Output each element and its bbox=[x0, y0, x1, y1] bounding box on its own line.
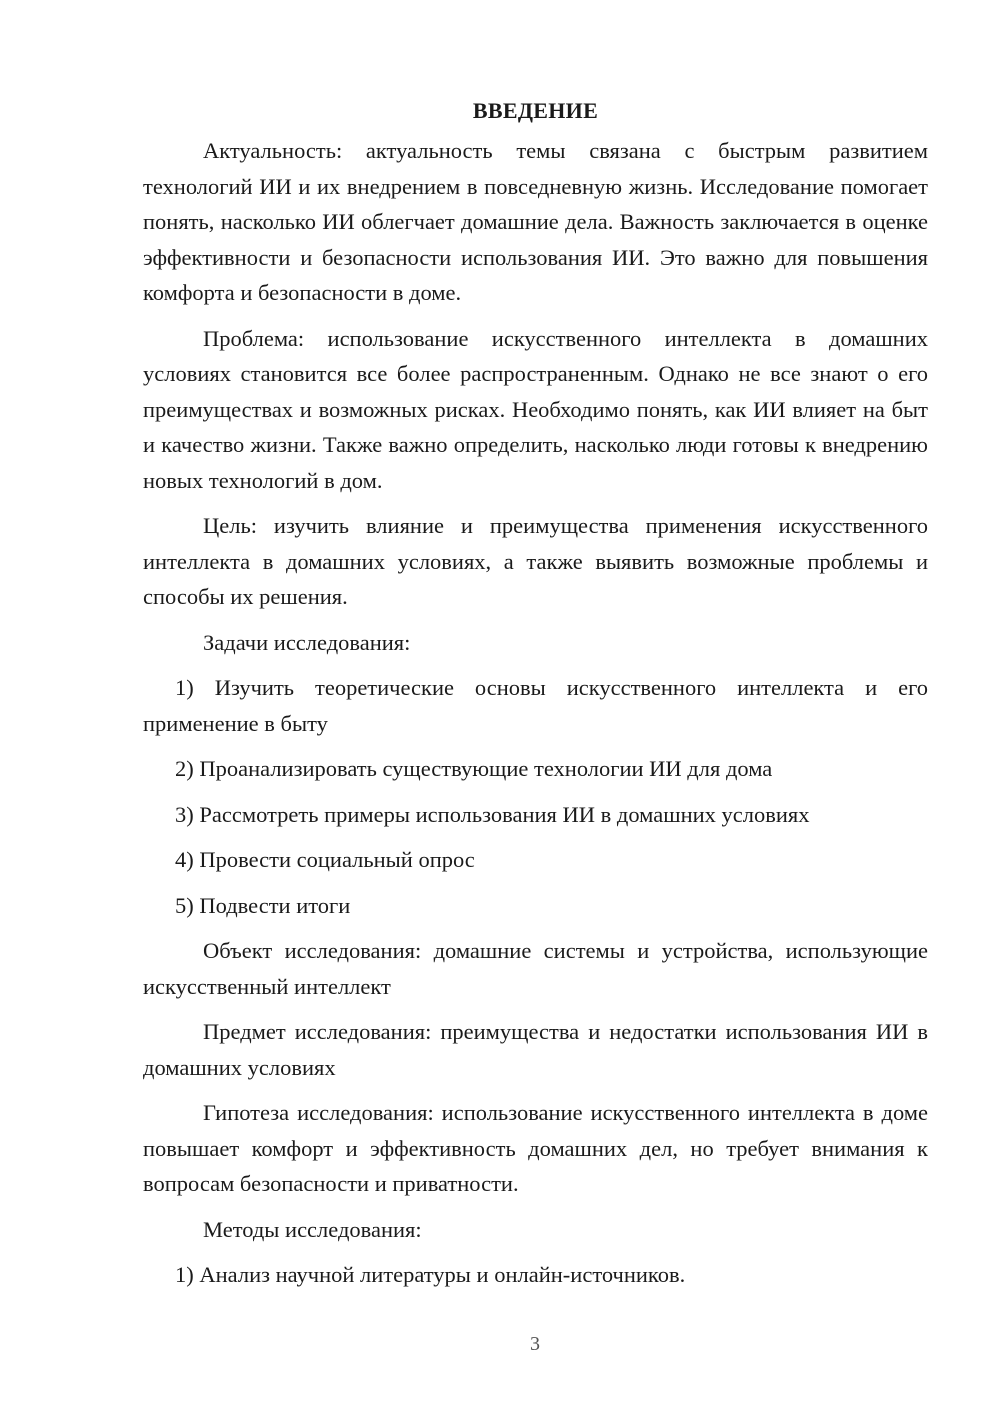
task-item-5: 5) Подвести итоги bbox=[175, 892, 351, 918]
tasks-heading: Задачи исследования: bbox=[203, 629, 411, 655]
paragraph-hypothesis: Гипотеза исследования: использование искусственного интеллекта в доме повышает комфорт и эффективность домашних дел, но требует внимания к вопросам безопасности и приватности. bbox=[143, 1100, 928, 1196]
paragraph-problem: Проблема: использование искусственного интеллекта в домашних условиях становится все более распространенным. Однако не все знают о его преимуществах и возможных рисках. Необходимо понять, как ИИ влияет на быт и качество жизни. Также важно определить, насколько люди готовы к внедрению новых технологий в дом. bbox=[143, 325, 928, 493]
paragraph-relevance: Актуальность: актуальность темы связана с быстрым развитием технологий ИИ и их внедрением в повседневную жизнь. Исследование помогает понять, насколько ИИ облегчает домашние дела. Важность заключается в оценке эффективности и безопасности использования ИИ. Это важно для повышения комфорта и безопасности в доме. bbox=[143, 138, 928, 305]
paragraph-goal: Цель: изучить влияние и преимущества применения искусственного интеллекта в домашних условиях, а также выявить возможные проблемы и способы их решения. bbox=[143, 513, 928, 609]
task-item-1: 1) Изучить теоретические основы искусственного интеллекта и его применение в быту bbox=[143, 675, 928, 736]
task-item-3: 3) Рассмотреть примеры использования ИИ в домашних условиях bbox=[175, 801, 810, 827]
section-title: ВВЕДЕНИЕ bbox=[472, 98, 599, 123]
page-number: 3 bbox=[530, 1333, 540, 1355]
method-item-1: 1) Анализ научной литературы и онлайн-источников. bbox=[175, 1262, 686, 1287]
task-item-4: 4) Провести социальный опрос bbox=[175, 847, 475, 872]
paragraph-subject: Предмет исследования: преимущества и недостатки использования ИИ в домашних условиях bbox=[143, 1019, 928, 1080]
task-item-2: 2) Проанализировать существующие технологии ИИ для дома bbox=[175, 756, 773, 781]
page-content bbox=[143, 92, 928, 1303]
paragraph-object: Объект исследования: домашние системы и устройства, использующие искусственный интеллект bbox=[143, 938, 928, 999]
methods-heading: Методы исследования: bbox=[203, 1216, 422, 1242]
